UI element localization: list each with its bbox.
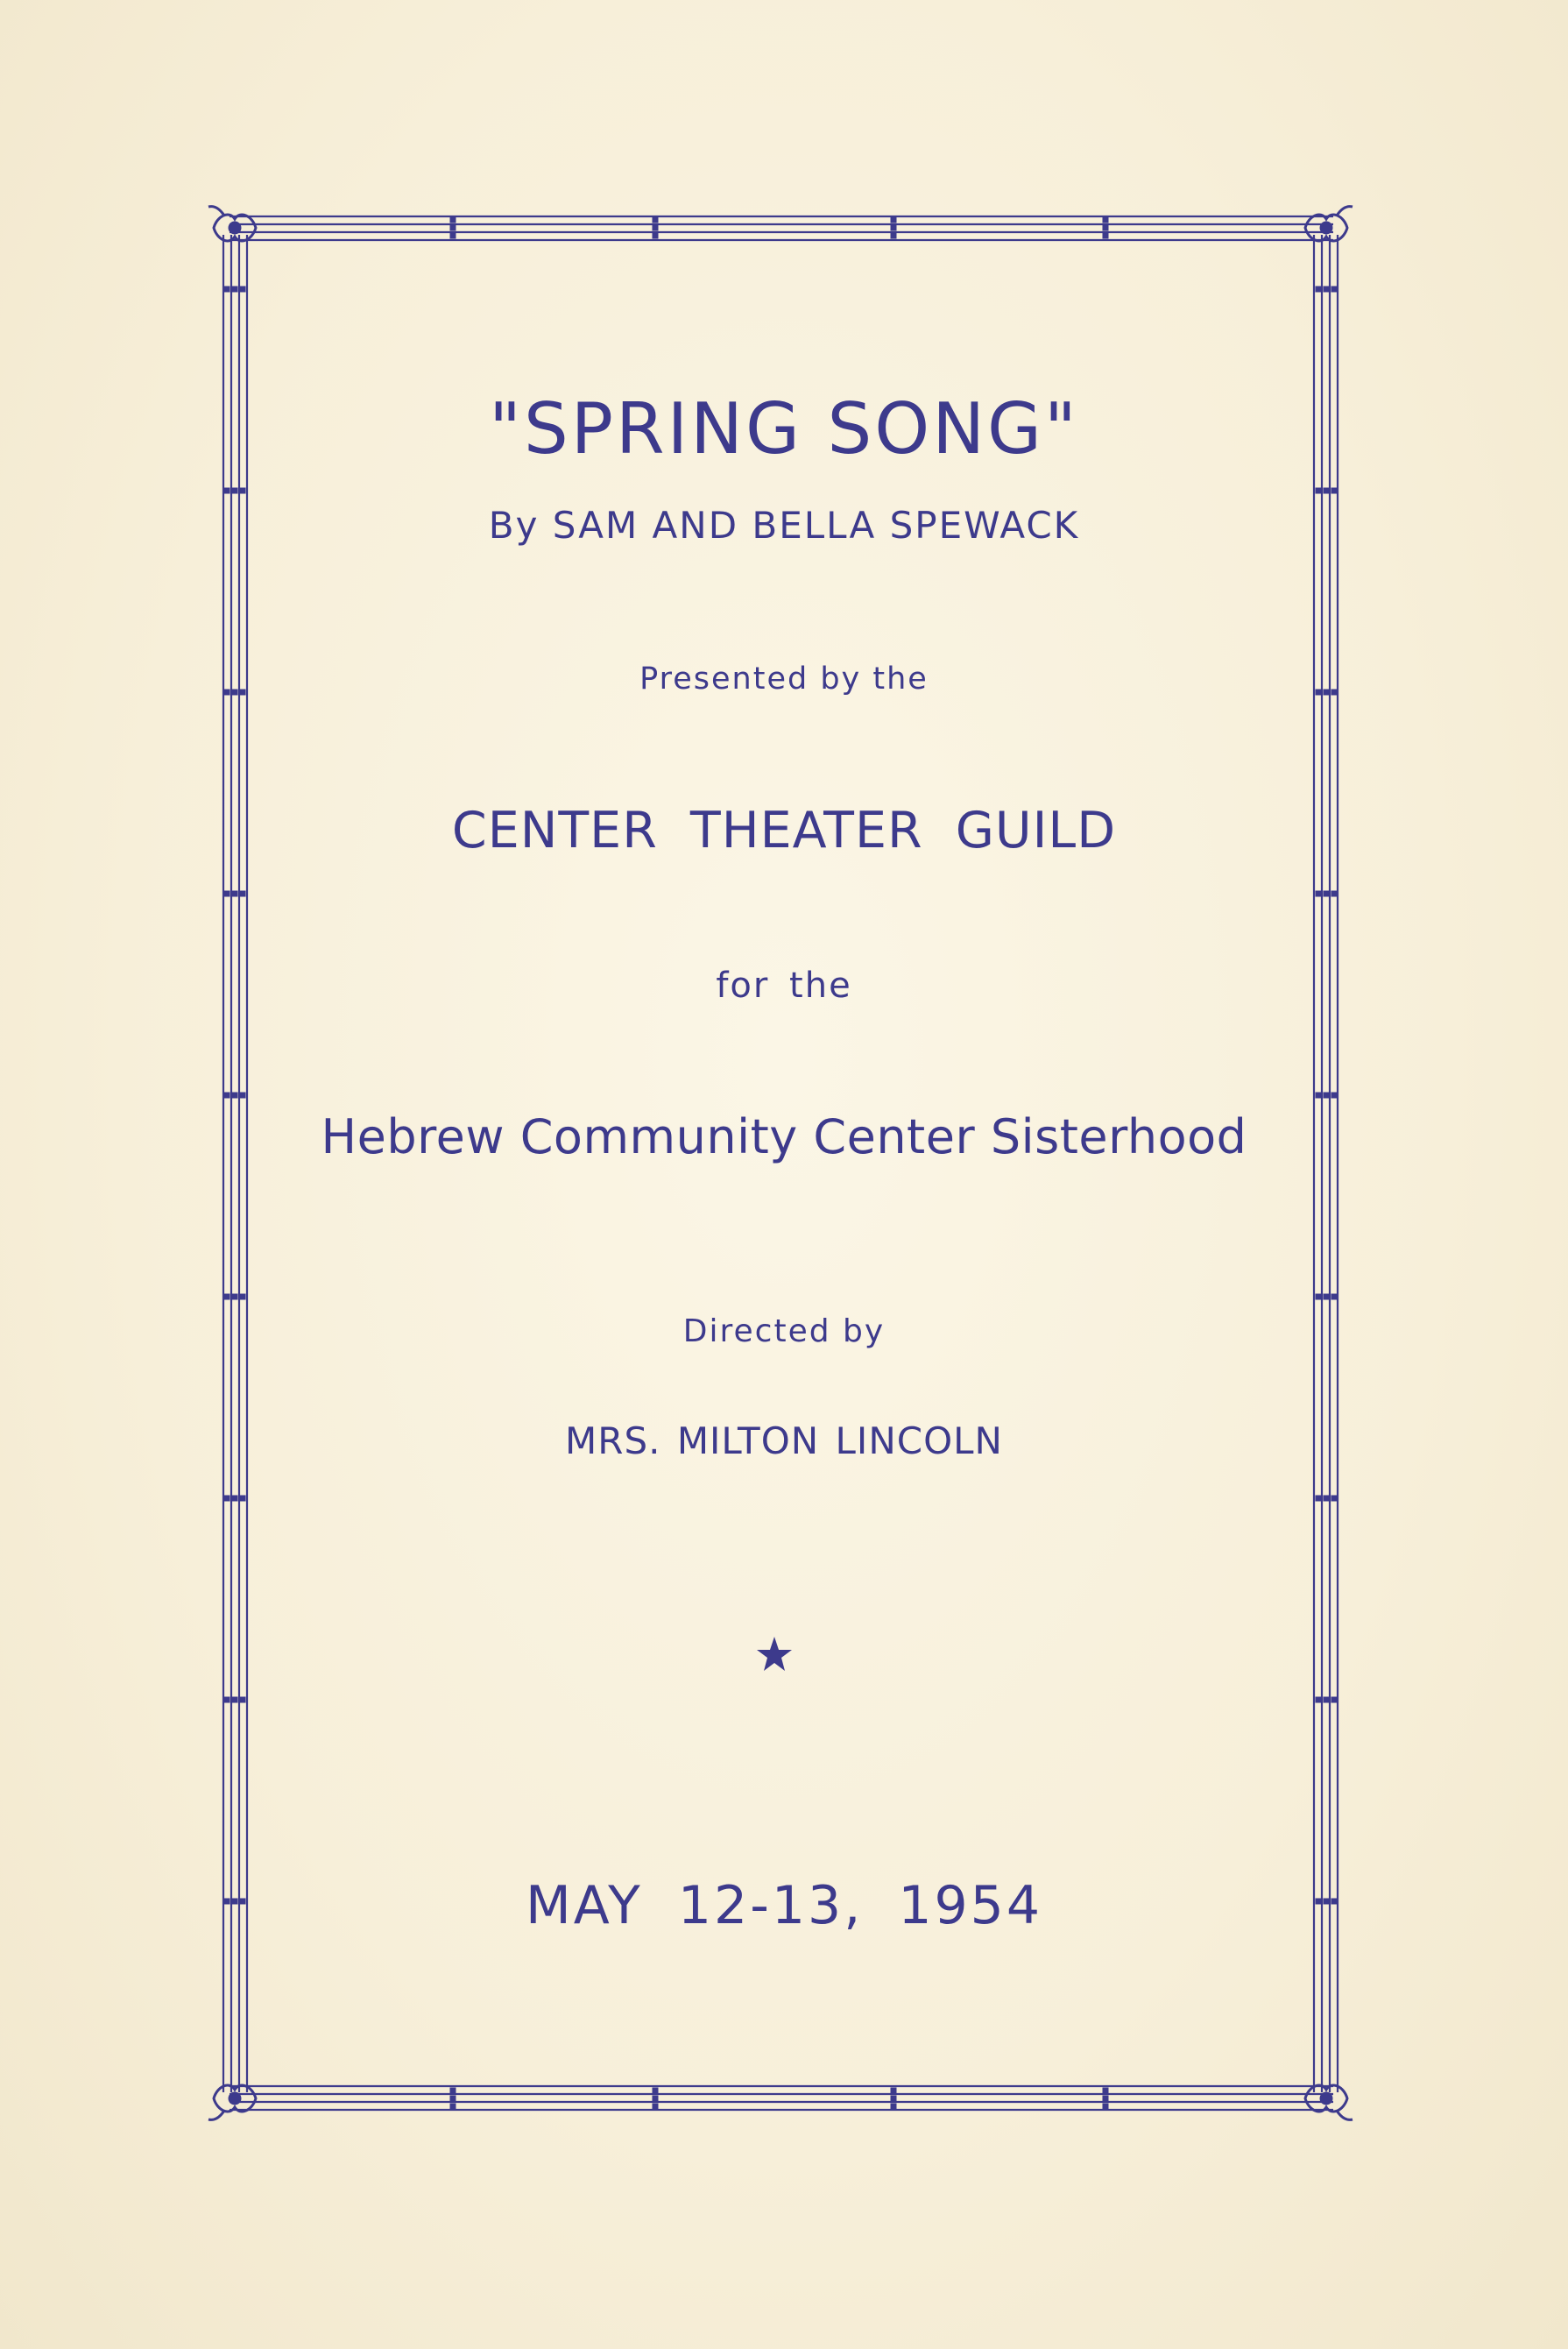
performance-dates: MAY 12-13, 1954: [525, 1875, 1043, 1936]
border-knot: [224, 1899, 246, 1905]
border-knot: [653, 2088, 659, 2110]
border-knot: [450, 217, 456, 239]
presented-by-label: Presented by the: [639, 662, 929, 697]
border-knot: [1316, 488, 1338, 494]
border-knot: [1316, 891, 1338, 897]
border-knot: [224, 891, 246, 897]
border-knot: [1103, 2088, 1109, 2110]
border-knot: [1316, 1697, 1338, 1703]
directed-by-label: Directed by: [682, 1313, 886, 1349]
border-knot: [1316, 287, 1338, 293]
border-knot: [1316, 1093, 1338, 1099]
border-knot: [224, 287, 246, 293]
border-knot: [224, 1093, 246, 1099]
playwrights-credit: By SAM AND BELLA SPEWACK: [488, 504, 1080, 547]
play-title: "SPRING SONG": [489, 388, 1079, 470]
border-knot: [224, 1697, 246, 1703]
border-knot: [224, 1496, 246, 1502]
for-the-label: for the: [716, 966, 852, 1006]
border-knot: [1316, 1496, 1338, 1502]
border-knot: [1316, 1294, 1338, 1300]
border-knot: [1103, 217, 1109, 239]
border-knot: [653, 217, 659, 239]
border-knot: [891, 217, 897, 239]
presenter-name: CENTER THEATER GUILD: [451, 802, 1117, 860]
beneficiary-name: Hebrew Community Center Sisterhood: [321, 1109, 1247, 1164]
star-icon: [755, 1635, 794, 1673]
border-knot: [224, 488, 246, 494]
director-name: MRS. MILTON LINCOLN: [565, 1419, 1003, 1462]
border-knot: [450, 2088, 456, 2110]
border-knot: [224, 690, 246, 696]
border-knot: [891, 2088, 897, 2110]
border-knot: [224, 1294, 246, 1300]
